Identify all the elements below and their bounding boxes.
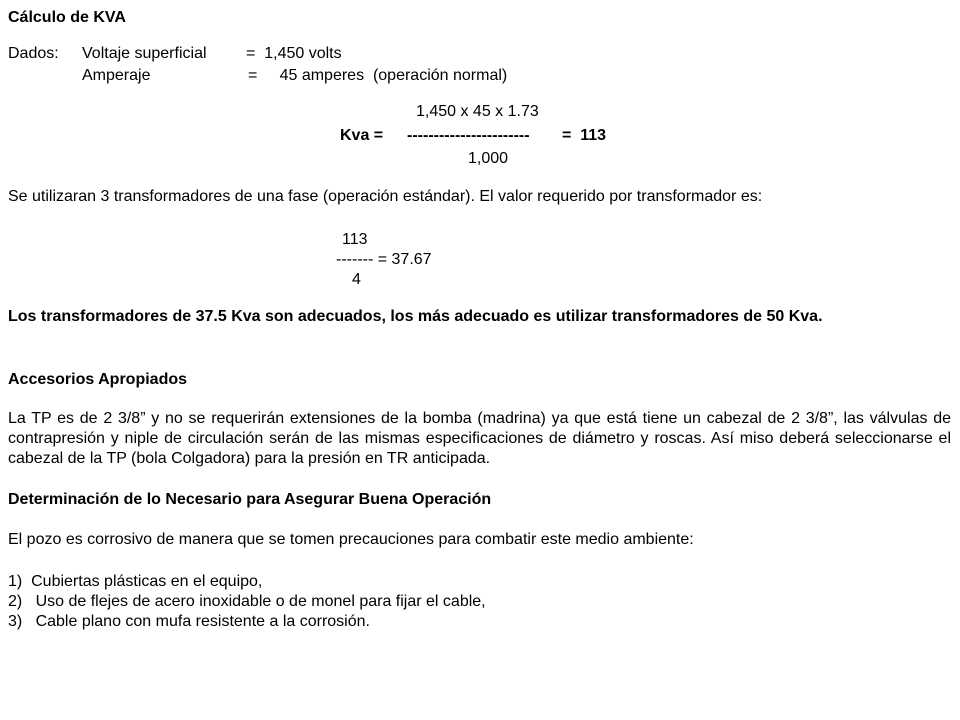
list-item: 2) Uso de flejes de acero inoxidable o de monel para fijar el cable,: [8, 593, 486, 610]
page-title: Cálculo de KVA: [8, 9, 126, 26]
kva-fraction-bar: -----------------------: [407, 127, 530, 144]
amp-value: = 45 amperes (operación normal): [248, 67, 508, 84]
kva-numerator: 1,450 x 45 x 1.73: [416, 103, 539, 120]
division-bar: ------- = 37.67: [336, 251, 432, 268]
voltage-value: = 1,450 volts: [246, 45, 342, 62]
kva-denominator: 1,000: [468, 150, 509, 167]
division-numerator: 113: [342, 231, 368, 248]
list-item: 1) Cubiertas plásticas en el equipo,: [8, 573, 263, 590]
transformer-text: Se utilizaran 3 transformadores de una fase (operación estándar). El valor requerido por transformador es:: [8, 188, 763, 205]
list-item: 3) Cable plano con mufa resistente a la corrosión.: [8, 613, 370, 630]
accesorios-heading: Accesorios Apropiados: [8, 371, 188, 388]
division-denominator: 4: [352, 271, 361, 288]
kva-lhs: Kva =: [340, 127, 384, 144]
accesorios-paragraph: La TP es de 2 3/8” y no se requerirán extensiones de la bomba (madrina) ya que está tiene un cabezal de 2 3/8”, las válvulas de contrapresión y niple de circulación serán de las mismas especificaciones de diámetro y roscas. Así miso deberá seleccionarse el cabezal de la TP (bola Colgadora) para la presión en TR anticipada.: [8, 410, 951, 467]
operacion-heading: Determinación de lo Necesario para Asegurar Buena Operación: [8, 491, 492, 508]
conclusion-text: Los transformadores de 37.5 Kva son adecuados, los más adecuado es utilizar transformadores de 50 Kva.: [8, 308, 823, 325]
voltage-label: Voltaje superficial: [82, 45, 207, 62]
kva-result: = 113: [562, 127, 607, 144]
dados-label: Dados:: [8, 45, 59, 62]
amp-label: Amperaje: [82, 67, 151, 84]
operacion-intro: El pozo es corrosivo de manera que se tomen precauciones para combatir este medio ambiente:: [8, 531, 694, 548]
